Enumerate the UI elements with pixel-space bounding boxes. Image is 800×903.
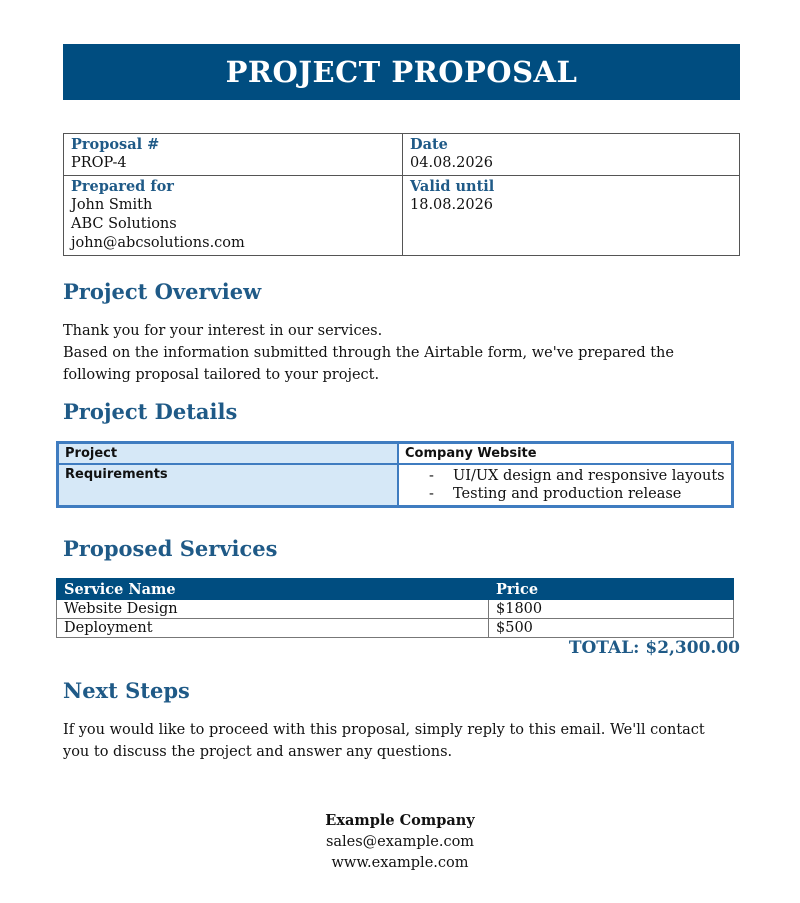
requirement-item: - Testing and production release	[429, 485, 725, 503]
project-details-table	[56, 441, 734, 508]
table-row	[57, 600, 734, 619]
project-label: Project	[58, 443, 398, 464]
client-email: john@abcsolutions.com	[71, 235, 245, 251]
requirements-cell	[398, 464, 732, 506]
next-steps-text: If you would like to proceed with this proposal, simply reply to this email. We'll contact you to discuss the project and answer any questions.	[63, 722, 705, 760]
service-name: Website Design	[57, 600, 489, 619]
service-price: $1800	[489, 600, 734, 619]
price-header: Price	[489, 579, 734, 600]
next-steps-heading: Next Steps	[63, 678, 190, 703]
footer-email: sales@example.com	[325, 833, 475, 850]
overview-line-2: Based on the information submitted through the Airtable form, we've prepared the following proposal tailored to your project.	[63, 345, 674, 383]
service-name: Deployment	[57, 619, 489, 638]
title-banner	[63, 44, 740, 100]
document-title: PROJECT PROPOSAL	[225, 55, 578, 89]
requirement-item: - UI/UX design and responsive layouts	[429, 467, 725, 485]
valid-until-cell	[403, 176, 740, 256]
footer	[0, 810, 800, 875]
prepared-for-cell	[64, 176, 403, 256]
project-value: Company Website	[398, 443, 732, 464]
footer-company: Example Company	[325, 812, 475, 829]
details-heading: Project Details	[63, 399, 238, 424]
proposal-number-label: Proposal #	[71, 136, 160, 153]
requirements-list	[405, 467, 725, 503]
date-cell	[403, 134, 740, 176]
valid-until-label: Valid until	[410, 178, 495, 195]
overview-heading: Project Overview	[63, 279, 262, 304]
total-amount: TOTAL: $2,300.00	[568, 638, 740, 658]
overview-line-1: Thank you for your interest in our services.	[63, 323, 383, 339]
table-row	[57, 619, 734, 638]
footer-website: www.example.com	[331, 855, 469, 871]
prepared-for-label: Prepared for	[71, 178, 174, 195]
proposal-meta-table	[63, 133, 740, 256]
services-heading: Proposed Services	[63, 536, 278, 561]
services-table	[56, 578, 734, 638]
client-name: John Smith	[71, 197, 153, 213]
proposal-number-value: PROP-4	[71, 155, 127, 171]
requirements-label: Requirements	[58, 464, 398, 506]
service-price: $500	[489, 619, 734, 638]
service-name-header: Service Name	[57, 579, 489, 600]
date-value: 04.08.2026	[410, 155, 494, 171]
proposal-number-cell	[64, 134, 403, 176]
date-label: Date	[410, 136, 448, 153]
client-company: ABC Solutions	[71, 216, 177, 232]
valid-until-value: 18.08.2026	[410, 197, 494, 213]
services-header-row	[57, 579, 734, 600]
